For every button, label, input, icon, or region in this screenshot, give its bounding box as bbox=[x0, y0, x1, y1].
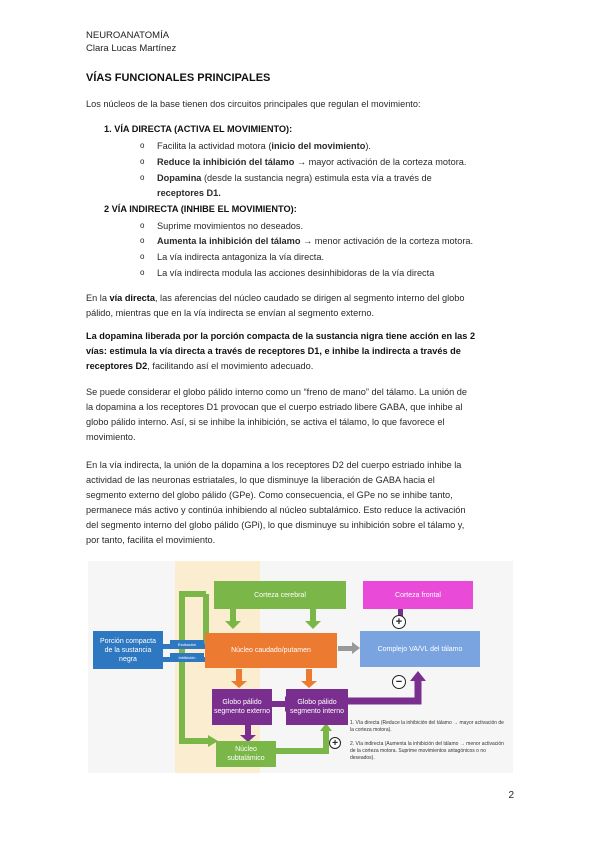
bullet-icon: o bbox=[140, 141, 145, 150]
bullet-icon: o bbox=[140, 252, 145, 261]
bullet-icon: o bbox=[140, 157, 145, 166]
d1-label: Excitación bbox=[170, 640, 204, 648]
legend-indirect: 2. Vía indirecta (Aumenta la inhibición del tálamo → menor activación de la corteza motora. Suprime movimientos antagónicos o no deseados). bbox=[350, 741, 504, 761]
author-name: Clara Lucas Martínez bbox=[86, 43, 177, 54]
course-name: NEUROANATOMÍA bbox=[86, 30, 170, 41]
paragraph-direct-pathway: En la vía directa, las aferencias del núcleo caudado se dirigen al segmento interno del globo pálido, mientras que en la vía indirecta se envían al segmento externo. bbox=[86, 293, 465, 318]
substantia-nigra-box: Porción compacta de la sustancia negra bbox=[93, 631, 163, 669]
d2-label: Inhibición bbox=[170, 653, 204, 661]
list-item: Suprime movimientos no deseados. bbox=[157, 221, 304, 231]
list-heading-direct: 1. VÍA DIRECTA (ACTIVA EL MOVIMIENTO): bbox=[104, 124, 293, 134]
thalamus-box: Complejo VA/VL del tálamo bbox=[360, 631, 480, 667]
bullet-icon: o bbox=[140, 268, 145, 277]
list-item: Dopamina (desde la sustancia negra) estimula esta vía a través de bbox=[157, 173, 432, 183]
paragraph-dopamine: La dopamina liberada por la porción compacta de la sustancia nigra tiene acción en las 2 vías: estimula la vía directa a través de receptores D1, e inhibe la indirecta a través de receptores D2, facilitando así el movimiento adecuado. bbox=[86, 331, 476, 371]
plus-icon: + bbox=[329, 737, 341, 749]
cortex-box: Corteza cerebral bbox=[214, 581, 346, 609]
list-item-continuation: receptores D1. bbox=[157, 188, 221, 198]
paragraph-indirect-pathway: En la vía indirecta, la unión de la dopamina a los receptores D2 del cuerpo estriado inhibe la actividad de las neuronas estriatales, lo que disminuye la liberación de GABA hacia el segmento externo del globo pálido (GPe). Como consecuencia, el GPe no se inhibe tanto, permanece más activo y continúa inhibiendo al núcleo subtalámico. Esto reduce la activación del segmento interno del globo pálido (GPi), lo que disminuye su inhibición sobre el tálamo y, por tanto, facilita el movimiento. bbox=[86, 460, 466, 545]
paragraph-globus-pallidus: Se puede considerar el globo pálido interno como un “freno de mano” del tálamo. La unión de la dopamina a los receptores D1 provocan que el cuerpo estriado libere GABA, que inhibe al globo pálido interno. Así, si se inhibe la inhibición, se activa el tálamo, lo que favorece el movimiento. bbox=[86, 387, 468, 442]
list-item: Aumenta la inhibición del tálamo → menor activación de la corteza motora. bbox=[157, 236, 474, 246]
bullet-icon: o bbox=[140, 221, 145, 230]
minus-icon: − bbox=[392, 675, 406, 689]
subthalamic-box: Núcleo subtalámico bbox=[216, 741, 276, 767]
frontal-cortex-box: Corteza frontal bbox=[363, 581, 473, 609]
list-item: Facilita la actividad motora (inicio del movimiento). bbox=[157, 141, 371, 151]
list-heading-indirect: 2 VÍA INDIRECTA (INHIBE EL MOVIMIENTO): bbox=[104, 204, 297, 214]
bullet-icon: o bbox=[140, 173, 145, 182]
list-item: La vía indirecta antagoniza la vía directa. bbox=[157, 252, 325, 262]
caudate-putamen-box: Núcleo caudado/putamen bbox=[205, 633, 337, 668]
list-item: La vía indirecta modula las acciones desinhibidoras de la vía directa bbox=[157, 268, 435, 278]
section-title: VÍAS FUNCIONALES PRINCIPALES bbox=[86, 72, 271, 84]
gpe-box: Globo pálido segmento externo bbox=[212, 689, 272, 725]
page-number: 2 bbox=[508, 790, 514, 801]
intro-paragraph: Los núcleos de la base tienen dos circuitos principales que regulan el movimiento: bbox=[86, 99, 421, 109]
basal-ganglia-diagram bbox=[88, 561, 513, 773]
list-item: Reduce la inhibición del tálamo → mayor activación de la corteza motora. bbox=[157, 157, 467, 167]
bullet-icon: o bbox=[140, 236, 145, 245]
plus-icon: + bbox=[392, 615, 406, 629]
gpi-box: Globo pálido segmento interno bbox=[286, 689, 348, 725]
legend-direct: 1. Vía directa (Reduce la inhibición del tálamo → mayor activación de la corteza motora). bbox=[350, 720, 504, 733]
